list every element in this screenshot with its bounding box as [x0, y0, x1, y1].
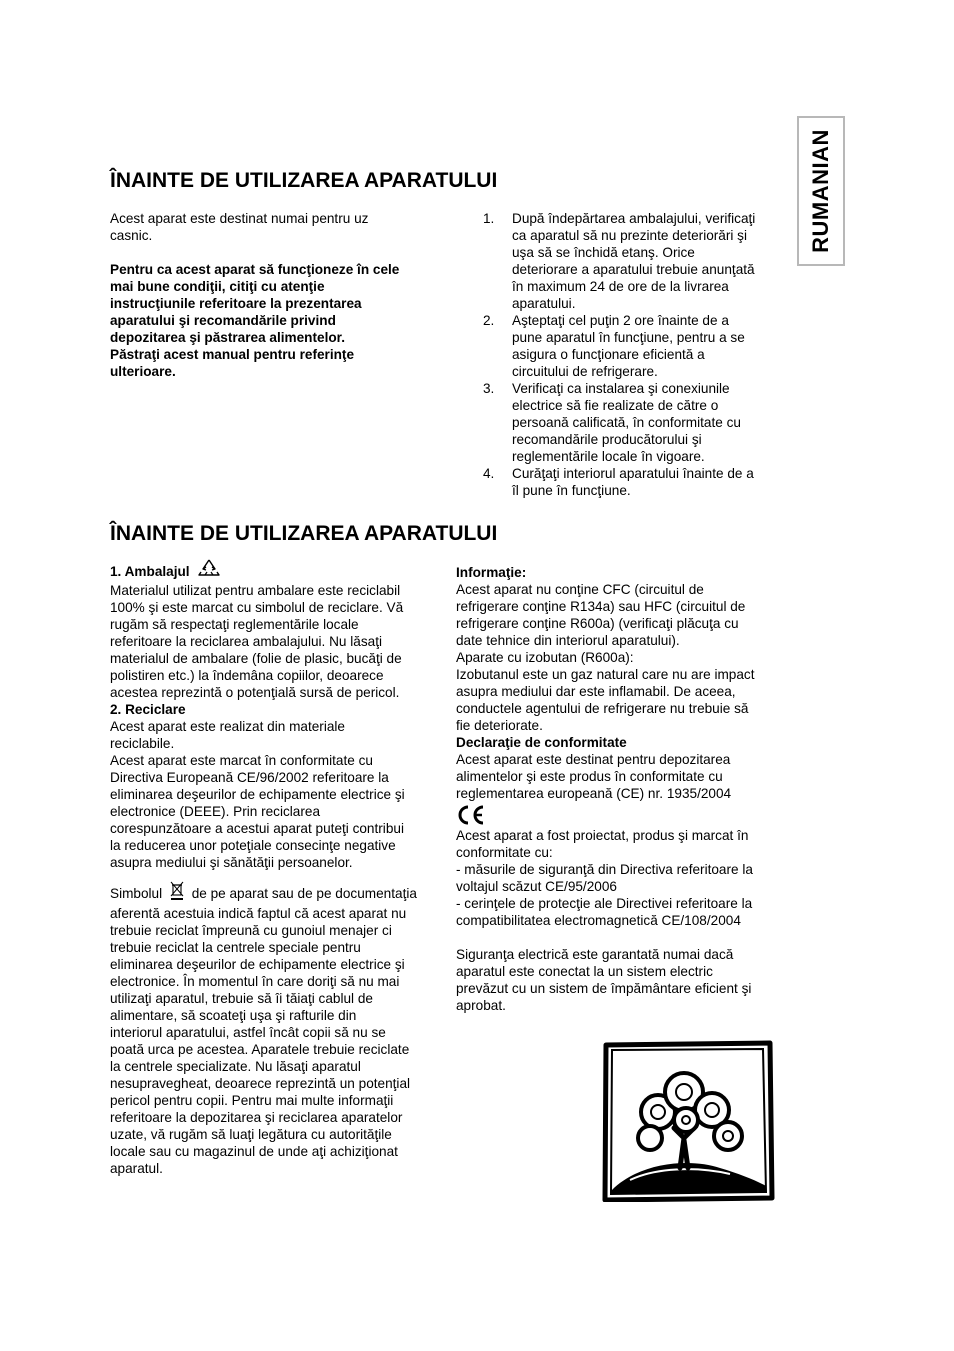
text-line: Pentru ca acest aparat să funcţioneze în cele: [110, 262, 400, 277]
list-item-line: persoană calificată, în conformitate cu: [512, 415, 741, 430]
text-line: conformitate cu:: [456, 845, 553, 860]
text-line: utilizaţi aparatul, trebuie să îi tăiaţi cablul de: [110, 991, 373, 1006]
weee-symbol-line: [110, 881, 445, 905]
text-line: aparatul.: [110, 1161, 163, 1176]
language-tab: [797, 116, 845, 266]
language-tab-label: RUMANIAN: [808, 129, 834, 253]
list-item-line: îl pune în funcţiune.: [512, 483, 631, 498]
text-line: voltajul scăzut CE/95/2006: [456, 879, 617, 894]
text-line: poată urca pe acestea. Aparatele trebuie reciclate: [110, 1042, 410, 1057]
text-line: - cerinţele de protecţie ale Directivei referitoare la: [456, 896, 753, 911]
list-item-number: 1.: [483, 211, 495, 226]
text-line: Directiva Europeană CE/96/2002 referitoare la: [110, 770, 389, 785]
info-title: Informaţie:: [456, 565, 527, 580]
text-line: fie deteriorate.: [456, 718, 543, 733]
recycling-text: [110, 718, 445, 871]
text-line: mai bune condiţii, citiţi cu atenţie: [110, 279, 325, 294]
text-line: Acest aparat este destinat numai pentru uz: [110, 211, 369, 226]
text-line: prevăzut cu un sistem de împământare eficient şi: [456, 981, 752, 996]
packaging-title: 1. Ambalajul: [110, 564, 190, 579]
text-line: reglementarea europeană (CE) nr. 1935/2004: [456, 786, 732, 801]
list-item-line: După îndepărtarea ambalajului, verificaţi: [512, 211, 756, 226]
text-line: Acest aparat nu conţine CFC (circuitul de: [456, 582, 704, 597]
list-item-line: deteriorare a aparatului trebuie anunţată: [512, 262, 755, 277]
text-line: compatibilitatea electromagnetică CE/108/2004: [456, 913, 741, 928]
text-line: alimentare, să scoateţi uşa şi rafturile din: [110, 1008, 357, 1023]
section1-right-column: [483, 210, 783, 499]
weee-bin-icon: [170, 881, 184, 905]
list-item-line: uşa să se închidă etanş. Orice: [512, 245, 695, 260]
text-line: trebuie reciclat la centrele speciale pentru: [110, 940, 361, 955]
text-line: depozitarea şi păstrarea alimentelor.: [110, 330, 345, 345]
text-line: materialul de ambalare (folie de plasic, bucăţi de: [110, 651, 402, 666]
packaging-title-row: [110, 558, 445, 582]
list-item: [483, 312, 783, 380]
text-line: reciclabile.: [110, 736, 175, 751]
text-line: interiorul aparatului, astfel încât copii să nu se: [110, 1025, 386, 1040]
text-line: eliminarea deşeurilor de echipamente electrice şi: [110, 957, 405, 972]
list-item-line: reglementările locale în vigoare.: [512, 449, 705, 464]
text-line: referitoare la depozitarea şi reciclarea aparatelor: [110, 1110, 403, 1125]
section2-left-column: [110, 558, 445, 1177]
text-line: Materialul utilizat pentru ambalare este reciclabil: [110, 583, 401, 598]
text-line: ulterioare.: [110, 364, 176, 379]
text-line: instrucţiunile referitoare la prezentarea: [110, 296, 362, 311]
ce-mark-icon: [456, 802, 786, 827]
intro-paragraph: [110, 210, 450, 244]
list-item-line: Curăţaţi interiorul aparatului înainte de a: [512, 466, 754, 481]
text-line: alimentelor şi este produs în conformitate cu: [456, 769, 723, 784]
recycle-icon: [197, 558, 221, 582]
text-line: polistiren etc.) la îndemâna copiilor, deoarece: [110, 668, 384, 683]
text-line: acestea reprezintă o potenţială sursă de pericol.: [110, 685, 400, 700]
list-item: [483, 380, 783, 465]
text-line: aferentă acestuia indică faptul că acest aparat nu: [110, 906, 407, 921]
list-item-line: Aşteptaţi cel puţin 2 ore înainte de a: [512, 313, 729, 328]
list-item-number: 4.: [483, 466, 495, 481]
text-line: Acest aparat este realizat din materiale: [110, 719, 345, 734]
weee-text: [110, 905, 445, 1177]
section2-heading: ÎNAINTE DE UTILIZAREA APARATULUI: [110, 522, 498, 545]
section1-left-column: [110, 210, 450, 380]
text-line: aparatului şi recomandările privind: [110, 313, 336, 328]
list-item-line: recomandările producătorului şi: [512, 432, 702, 447]
text-line: casnic.: [110, 228, 153, 243]
declaration-text: [456, 751, 786, 802]
preparation-steps-list: [483, 210, 783, 499]
text-line: pericol pentru copii. Pentru mai multe informaţii: [110, 1093, 394, 1108]
text-line: referitoare la reciclarea ambalajului. Nu lăsaţi: [110, 634, 383, 649]
text-line: - măsurile de siguranţă din Directiva referitoare la: [456, 862, 753, 877]
text-line: la centrele specializate. Nu lăsaţi aparatul: [110, 1059, 361, 1074]
text-line: la reducerea unor poteţiale consecinţe negative: [110, 838, 396, 853]
text-line: electronice (DEEE). Prin reciclarea: [110, 804, 321, 819]
list-item-line: Verificaţi ca instalarea şi conexiunile: [512, 381, 730, 396]
symbol-label: Simbolul: [110, 886, 163, 901]
text-line: 100% şi este marcat cu simbolul de reciclare. Vă: [110, 600, 404, 615]
electrical-safety-text: [456, 946, 786, 1014]
text-line: corespunzătoare a acestui aparat puteţi contribui: [110, 821, 404, 836]
text-line: Păstraţi acest manual pentru referinţe: [110, 347, 355, 362]
tree-logo-icon: [600, 1040, 778, 1202]
text-line: aparatul este conectat la un sistem electric: [456, 964, 713, 979]
text-line: date tehnice din interiorul aparatului).: [456, 633, 680, 648]
text-line: refrigerare conţine R600a) (verificaţi plăcuţa cu: [456, 616, 739, 631]
text-line: eliminarea deşeurilor de echipamente electrice şi: [110, 787, 405, 802]
text-line: rugăm să respectaţi reglementările locale: [110, 617, 359, 632]
important-notice: [110, 261, 450, 380]
text-line: uzate, vă rugăm să luaţi legătura cu autorităţile: [110, 1127, 392, 1142]
declaration-title: Declaraţie de conformitate: [456, 735, 627, 750]
text-line: Aparate cu izobutan (R600a):: [456, 650, 634, 665]
text-line: Siguranţa electrică este garantată numai dacă: [456, 947, 734, 962]
text-line: Acest aparat este marcat în conformitate cu: [110, 753, 373, 768]
section2-right-column: [456, 564, 786, 1014]
section1-heading: ÎNAINTE DE UTILIZAREA APARATULUI: [110, 169, 498, 192]
list-item-line: circuitului de refrigerare.: [512, 364, 658, 379]
list-item-line: aparatului.: [512, 296, 576, 311]
text-line: nesupravegheat, deoarece reprezintă un potenţial: [110, 1076, 411, 1091]
text-line: asupra mediului şi sănătăţii persoanelor.: [110, 855, 353, 870]
recycling-title: 2. Reciclare: [110, 702, 186, 717]
list-item: [483, 210, 783, 312]
text-line: electronice. În momentul în care doriţi să nu mai: [110, 974, 400, 989]
symbol-text-start: de pe aparat sau de pe documentaţia: [191, 886, 417, 901]
list-item-line: în maximum 24 de ore de la livrarea: [512, 279, 729, 294]
list-item-number: 3.: [483, 381, 495, 396]
text-line: trebuie reciclat împreună cu gunoiul menajer ci: [110, 923, 392, 938]
list-item-line: electrice să fie realizate de către o: [512, 398, 719, 413]
text-line: locale sau cu magazinul de unde aţi achiziţionat: [110, 1144, 398, 1159]
list-item-line: asigura o funcţionare eficientă a: [512, 347, 705, 362]
text-line: refrigerare conţine R134a) sau HFC (circuitul de: [456, 599, 746, 614]
text-line: Izobutanul este un gaz natural care nu are impact: [456, 667, 755, 682]
text-line: Acest aparat a fost proiectat, produs şi marcat în: [456, 828, 749, 843]
packaging-text: [110, 582, 445, 701]
text-line: aprobat.: [456, 998, 506, 1013]
info-text: [456, 581, 786, 734]
text-line: conductele agentului de refrigerare nu trebuie să: [456, 701, 749, 716]
conformity-text: [456, 827, 786, 929]
text-line: Acest aparat este destinat pentru depozitarea: [456, 752, 731, 767]
list-item-line: pune aparatul în funcţiune, pentru a se: [512, 330, 745, 345]
text-line: asupra mediului dar este inflamabil. De aceea,: [456, 684, 736, 699]
list-item-line: ca aparatul să nu prezinte deteriorări şi: [512, 228, 747, 243]
list-item-number: 2.: [483, 313, 495, 328]
list-item: [483, 465, 783, 499]
